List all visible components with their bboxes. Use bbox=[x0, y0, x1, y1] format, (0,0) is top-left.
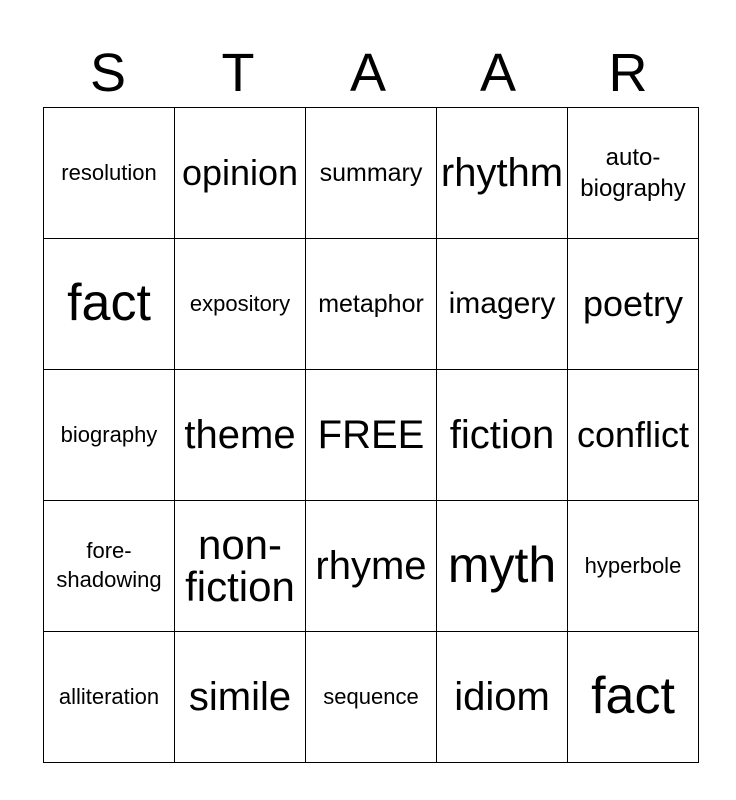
header-letter-r: R bbox=[608, 43, 648, 103]
bingo-cell[interactable] bbox=[437, 501, 568, 632]
cell-label: fact bbox=[67, 274, 151, 333]
bingo-cell[interactable] bbox=[175, 632, 306, 763]
bingo-cell[interactable] bbox=[306, 501, 437, 632]
bingo-cell[interactable] bbox=[437, 108, 568, 239]
cell-label: sequence bbox=[323, 684, 419, 710]
bingo-cell[interactable] bbox=[175, 501, 306, 632]
bingo-cell[interactable] bbox=[175, 108, 306, 239]
bingo-cell[interactable] bbox=[568, 632, 699, 763]
header-letter-s: S bbox=[89, 43, 127, 103]
bingo-cell[interactable] bbox=[568, 501, 699, 632]
bingo-cell[interactable] bbox=[44, 370, 175, 501]
cell-label: fact bbox=[591, 667, 675, 726]
cell-label: rhyme bbox=[315, 544, 427, 588]
cell-label: metaphor bbox=[318, 289, 424, 318]
board-row bbox=[44, 370, 699, 501]
board-row bbox=[44, 632, 699, 763]
cell-label: theme bbox=[184, 413, 296, 457]
free-space-cell[interactable] bbox=[306, 370, 437, 501]
cell-label: biography bbox=[60, 422, 158, 448]
cell-label: hyperbole bbox=[584, 553, 682, 579]
bingo-cell[interactable] bbox=[44, 108, 175, 239]
cell-label: non- fiction bbox=[185, 521, 295, 610]
cell-label: imagery bbox=[448, 286, 556, 320]
bingo-cell[interactable] bbox=[568, 239, 699, 370]
bingo-cell[interactable] bbox=[44, 501, 175, 632]
bingo-cell[interactable] bbox=[306, 632, 437, 763]
cell-label: fiction bbox=[449, 413, 555, 457]
board-row bbox=[44, 108, 699, 239]
cell-label: expository bbox=[189, 291, 291, 317]
cell-label: resolution bbox=[61, 160, 157, 186]
free-space-label: FREE bbox=[317, 413, 425, 457]
bingo-cell[interactable] bbox=[306, 239, 437, 370]
board-row bbox=[44, 501, 699, 632]
cell-label: myth bbox=[447, 537, 557, 594]
bingo-cell[interactable] bbox=[437, 370, 568, 501]
bingo-cell[interactable] bbox=[175, 239, 306, 370]
bingo-header bbox=[43, 38, 693, 108]
cell-label: summary bbox=[319, 158, 423, 187]
header-letter-t: T bbox=[221, 43, 255, 103]
bingo-cell[interactable] bbox=[568, 108, 699, 239]
bingo-cell[interactable] bbox=[175, 370, 306, 501]
bingo-cell[interactable] bbox=[568, 370, 699, 501]
bingo-board bbox=[43, 107, 699, 763]
bingo-cell[interactable] bbox=[437, 632, 568, 763]
cell-label: fore- shadowing bbox=[56, 538, 162, 592]
bingo-cell[interactable] bbox=[44, 239, 175, 370]
cell-label: poetry bbox=[582, 283, 684, 325]
cell-label: simile bbox=[188, 675, 292, 719]
header-letter-a2: A bbox=[479, 43, 517, 103]
board-row bbox=[44, 239, 699, 370]
cell-label: conflict bbox=[576, 414, 690, 456]
bingo-cell[interactable] bbox=[44, 632, 175, 763]
cell-label: alliteration bbox=[58, 684, 160, 710]
header-letter-a1: A bbox=[349, 43, 387, 103]
cell-label: auto- biography bbox=[580, 143, 686, 202]
cell-label: opinion bbox=[181, 152, 299, 194]
cell-label: idiom bbox=[454, 675, 550, 719]
cell-label: rhythm bbox=[440, 151, 564, 195]
bingo-cell[interactable] bbox=[306, 108, 437, 239]
bingo-cell[interactable] bbox=[437, 239, 568, 370]
